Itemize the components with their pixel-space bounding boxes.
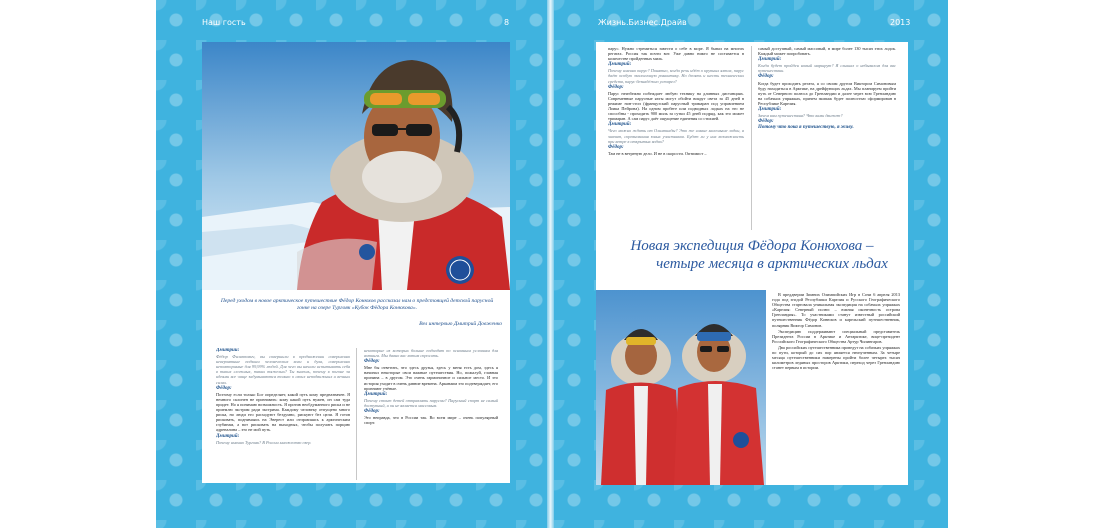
page-header-section: Жизнь.Бизнес.Драйв — [598, 18, 687, 27]
speaker-label: Дмитрий: — [608, 122, 632, 128]
answer-text: Там не в ветреную дело. И не в скорости. Оптимист – — [608, 150, 707, 156]
question-text: Фёдор Филиппович, вы совершили в продвижении совершенно невероятные подвиги человеческих воли и духа, совершенно неповторимые для 99,99% людей. Для чего вы начали испытывать себя в таких сложных, таких тяжелых? Ты знаешь, почему в погоне за идеями все чаще задумываются только о своих неподвижных и вечных силах. — [216, 354, 350, 385]
right-text-column-2 — [758, 46, 896, 232]
question-text: Почему именно парус? Понятно, когда речь идёт о крупных яхтах, парус даёт особую экологичную романтику. Но десять и шесть технических средств, парус безнадёжно устарел? — [608, 68, 744, 84]
article-paragraph: В преддверии Зимних Олимпийских Игр в Сочи 6 апреля 2013 года под эгидой Республики Карелия и Русского Географического Общества стартовала уникальная экспедиция на собачьих упряжках «Карелия: Северный полюс – южная оконечность острова Гренландия». То участниками станут известный российский путешественник Фёдор Конюхов и карельский путешественник, полярник Виктор Симонов. — [772, 292, 900, 328]
speaker-label: Дмитрий: — [758, 107, 782, 113]
photo-caption: Перед уходом в новое арктическое путешествие Фёдор Конюхов рассказал нам о предстоящей детской парусной гонке на озере Тургояк «Кубок Фёдора Конюхова». — [220, 298, 494, 311]
speaker-label: Дмитрий: — [758, 57, 782, 63]
question-text: Зачем вам путешествия? Что вами движет? — [758, 113, 843, 119]
answer-text: Это неправда, что в России так. Во всем мире – очень популярный спорт. — [364, 415, 498, 426]
speaker-label: Фёдор: — [608, 144, 624, 150]
expedition-members-photo — [596, 290, 766, 485]
question-text: Почему именно Тургояк? В России множество озер. — [216, 439, 312, 445]
right-text-column-1 — [608, 46, 744, 232]
right-content-panel — [596, 42, 908, 485]
left-text-column-1 — [216, 348, 350, 480]
article-paragraph: Экспедицию поддерживают специальный представитель Президента России в Арктике и Антарктике, вице-президент Российского Географического Общества Артур Чилингаров. — [772, 328, 900, 344]
answer-text: Парус неизбежно побеждает любую технику на длинных дистанциях. Современные парусные яхты могут обойти вокруг света за 45 дней в режиме нон-стоп (французский парусный тримаран под управлением Лоика Пейрона). На одном пробеге или подводных лодках на это не способны - проходить 900 миль за сутки 45 дней подряд, как это может тримаран. А сам парус даёт ощущение единения со стихией. — [608, 90, 744, 122]
column-divider — [751, 46, 752, 230]
left-page — [156, 0, 547, 528]
right-page — [554, 0, 948, 528]
article-title — [596, 237, 908, 273]
question-text: Чего можно ждать от Олимпиады? Это же самые маленькие лодки, а значит, соревнования юных участников. Будет ли у них возможность при ветре в открытых водах? — [608, 128, 744, 144]
closing-quote: Потому что пока я путешествую, я живу. — [758, 125, 854, 131]
answer-text: Когда будет проходить регата, я со своим другом Виктором Симоновым буду находиться в Арктике, на дрейфующих льдах. Мы планируем пройти путь от Северного полюса до Гренландии и далее через всю Гренландию на собачьих упряжках, причем экипаж будет полностью сформирован в Республике Карелия. — [758, 80, 896, 106]
page-number: 2013 — [890, 18, 911, 27]
answer-text: Мне бы ответить, что здесь друзья, здесь у меня есть дом, здесь я начинал некоторые свои важные путешествия. Но, пожалуй, главная причина – в другом. Это очень гармоничное и сильное место. И это история уходит в очень давние времена. Арканаим это подтверждает, его признают учёные. — [364, 365, 498, 391]
speaker-label: Дмитрий: — [608, 62, 632, 68]
answer-text: самый доступный, самый массовый, в мире более 130 тысяч этих лодок. Каждый может попробовать. — [758, 46, 896, 57]
explorer-portrait-photo — [202, 42, 510, 290]
question-text: некоторые из которых больше подходят по основным условиям для яхтинга. Мы давно вас хотим спросить. — [364, 348, 498, 359]
left-text-column-2 — [364, 348, 498, 480]
page-number: 8 — [504, 18, 510, 27]
speaker-label: Дмитрий: — [216, 348, 240, 353]
byline: Вел интервью Дмитрий Довженко — [419, 321, 502, 327]
answer-text: парус. Нужно стремиться завести о себе в море. Я бывал на многих регатах. Россия так почти вот. Уже давно никто не состязается в количестве пройденных миль. — [608, 46, 744, 62]
question-text: Почему стоит детей отправлять парусом? Парусный спорт не самый доступный, и он не является массовым. — [364, 397, 498, 408]
speaker-label: Фёдор: — [608, 84, 624, 90]
speaker-label: Фёдор: — [216, 385, 232, 391]
page-header-section: Наш гость — [202, 18, 246, 27]
speaker-label: Дмитрий: — [216, 433, 240, 439]
article-title-line-2: четыре месяца в арктических льдах — [656, 256, 888, 272]
article-paragraph: Два российских путешественника проведут на собачьих упряжках по пути, который до сих пор является неизученным. За четыре месяца путешественники намерены пройти более четырех тысяч километров ледяных просторов Арктики, переход через Гренландию станет первым в истории. — [772, 344, 900, 371]
answer-text: Поэтому если только Бог определяет, какой путь кому предназначен. Я немного склонен не признавать: кому какой путь нужен, он сам туда придет. Но я понимаю возможность. Я против необдуманного риска и не приемлю экстрим ради экстрима. Каждому человеку отпущено много риска, но люди его расходуют бездумно, рискуют без цели. Я готов рисковать, поднимаясь на Эверест или отправляясь к арктическим глубинам, а вот рисковать на выходных, чтобы получить порцию адреналина – это не мой путь. — [216, 391, 350, 433]
magazine-spine — [547, 0, 554, 528]
speaker-label: Фёдор: — [758, 119, 774, 125]
article-title-line-1: Новая экспедиция Фёдора Конюхова – — [630, 238, 874, 254]
speaker-label: Фёдор: — [364, 409, 380, 415]
speaker-label: Дмитрий: — [364, 391, 388, 397]
left-content-panel — [202, 42, 510, 483]
column-divider — [356, 348, 357, 480]
question-text: Когда будет пройден новый маршрут? Я слышал о небывалом для вас путешествии. — [758, 63, 896, 74]
speaker-label: Фёдор: — [758, 74, 774, 80]
right-text-column-3 — [772, 292, 900, 482]
speaker-label: Фёдор: — [364, 359, 380, 365]
